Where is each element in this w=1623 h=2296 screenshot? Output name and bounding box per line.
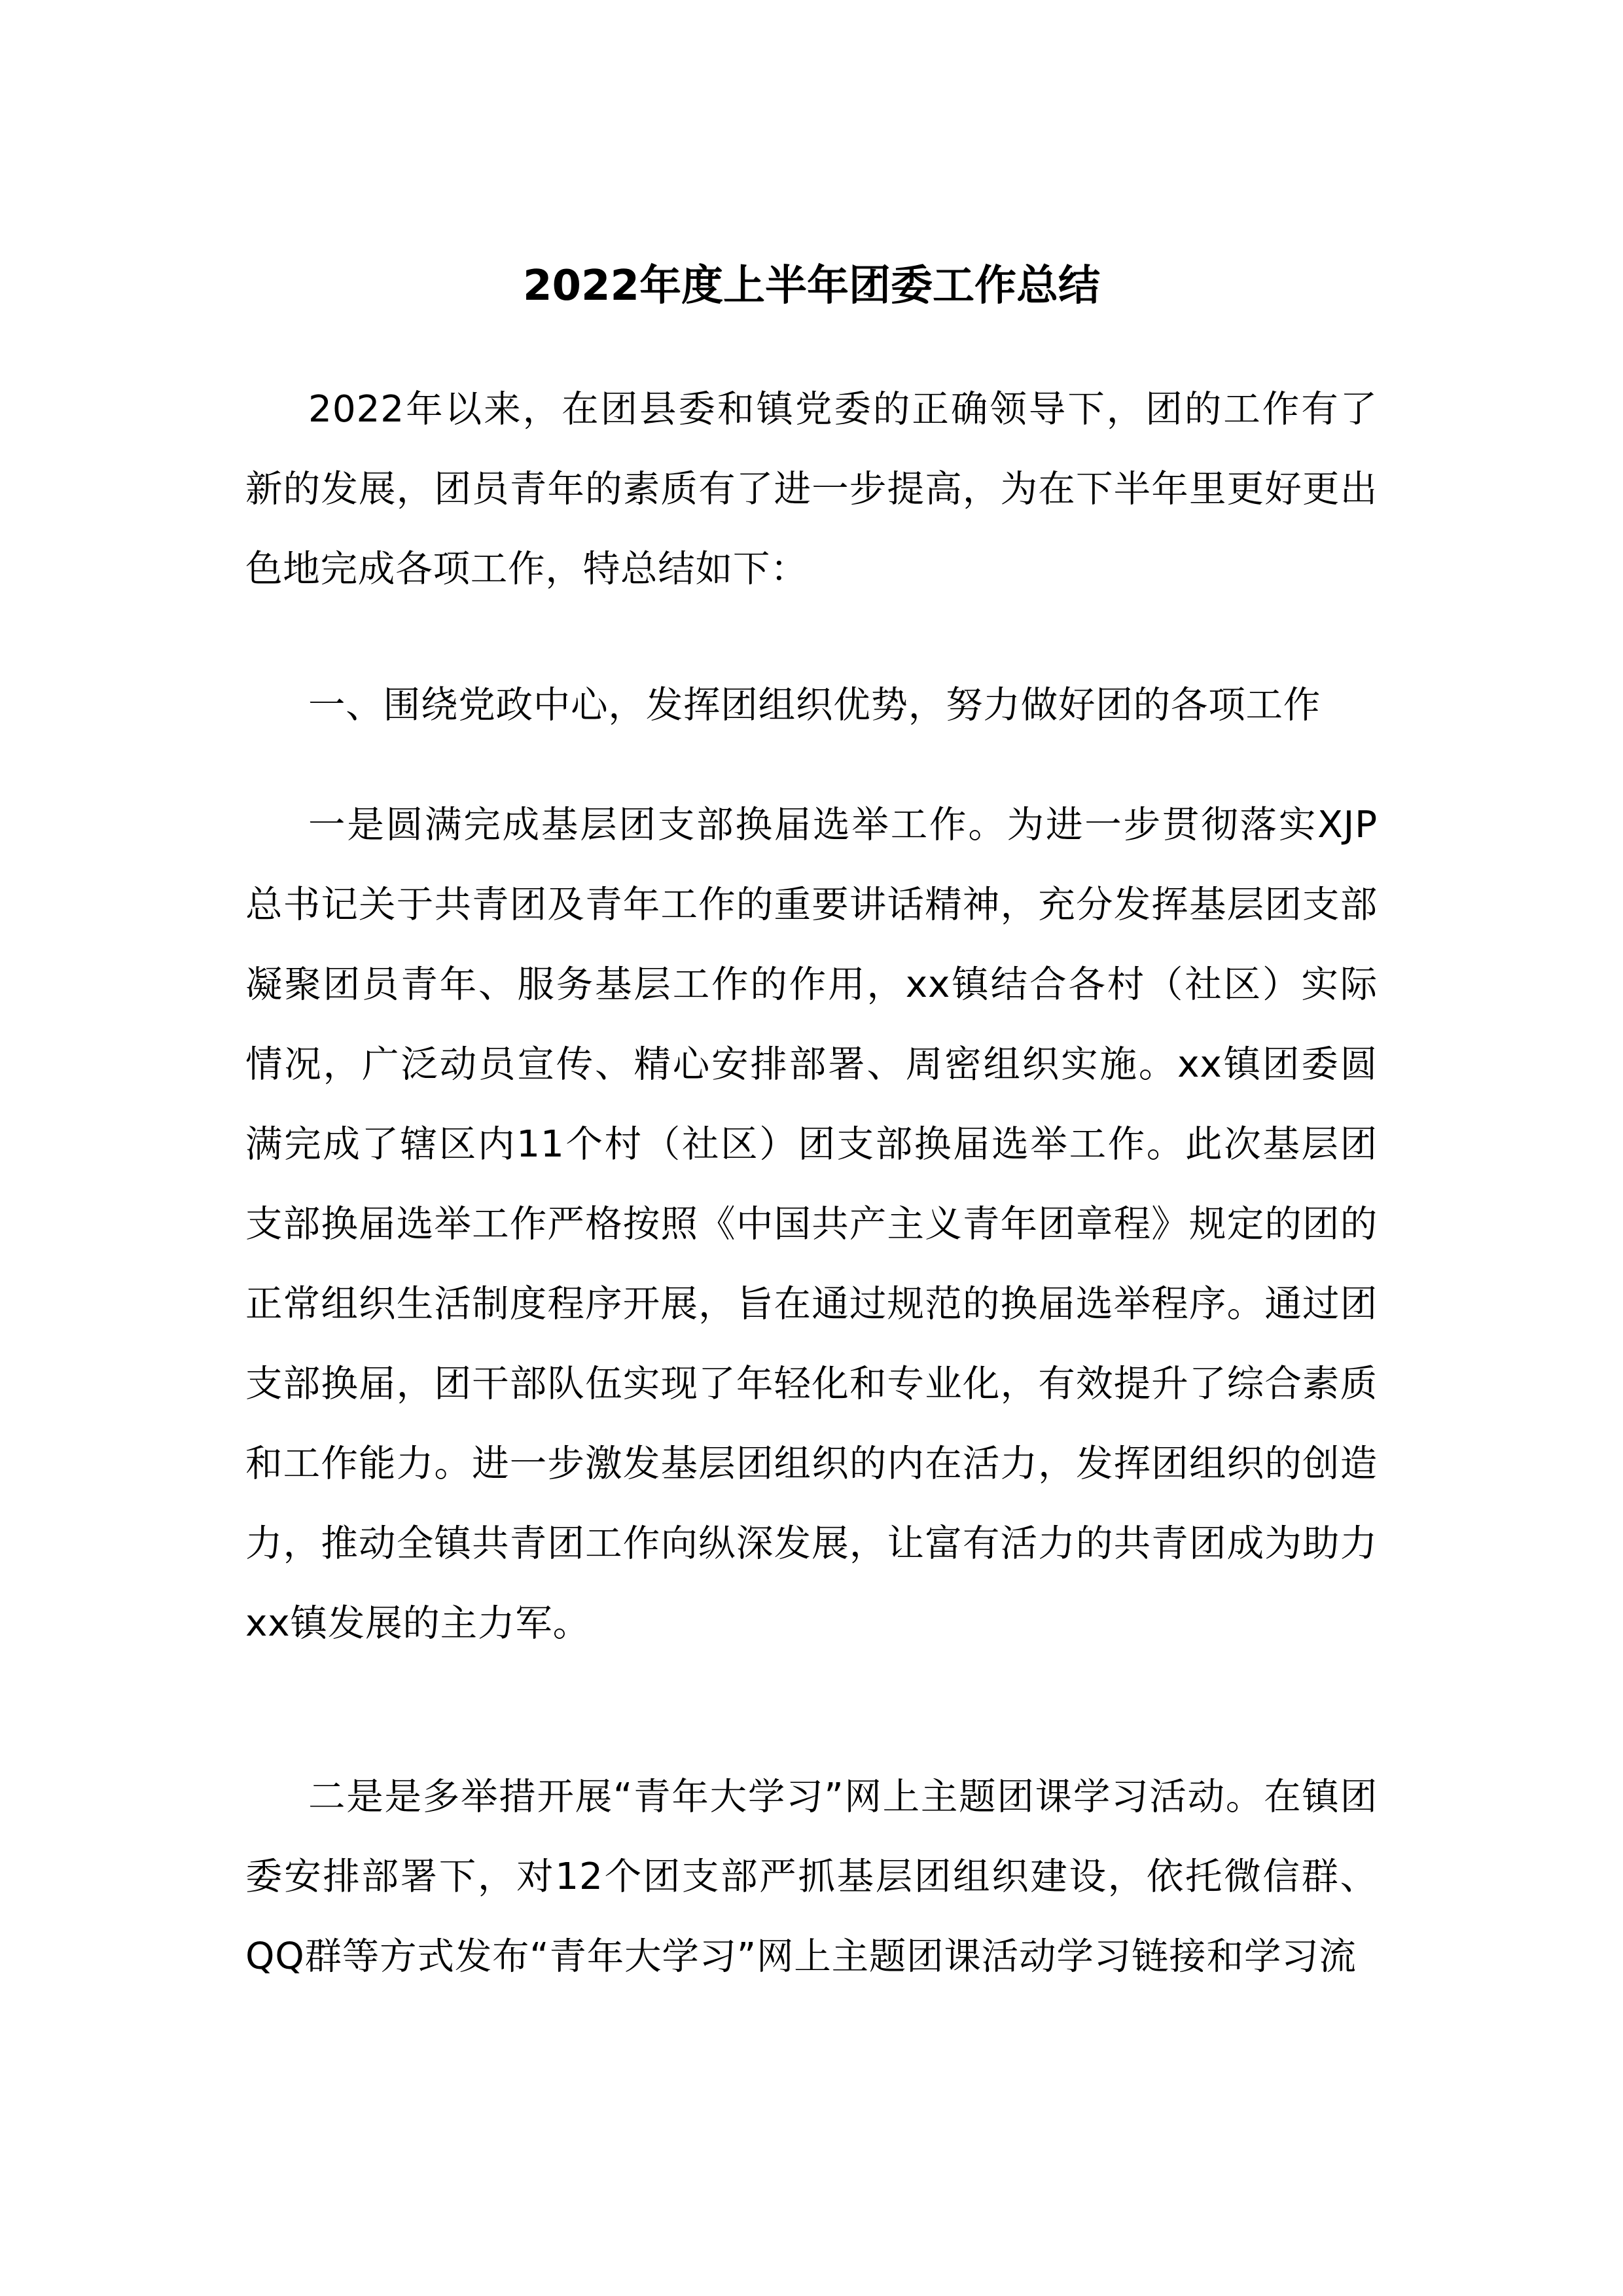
intro-paragraph: 2022年以来，在团县委和镇党委的正确领导下，团的工作有了新的发展，团员青年的素质有了进一步提高，为在下半年里更好更出色地完成各项工作，特总结如下： xyxy=(245,388,1378,590)
item-one-paragraph: 一是圆满完成基层团支部换届选举工作。为进一步贯彻落实XJP总书记关于共青团及青年工作的重要讲话精神，充分发挥基层团支部凝聚团员青年、服务基层工作的作用，xx镇结合各村（社区）实际情况，广泛动员宣传、精心安排部署、周密组织实施。xx镇团委圆满完成了辖区内11个村（社区）团支部换届选举工作。此次基层团支部换届选举工作严格按照《中国共产主义青年团章程》规定的团的正常组织生活制度程序开展，旨在通过规范的换届选举程序。通过团支部换届，团干部队伍实现了年轻化和专业化，有效提升了综合素质和工作能力。进一步激发基层团组织的内在活力，发挥团组织的创造力，推动全镇共青团工作向纵深发展，让富有活力的共青团成为助力xx镇发展的主力军。 xyxy=(245,804,1378,1645)
item-two-paragraph: 二是是多举措开展“青年大学习”网上主题团课学习活动。在镇团委安排部署下，对12个团支部严抓基层团组织建设，依托微信群、QQ群等方式发布“青年大学习”网上主题团课活动学习链接和学习流 xyxy=(245,1776,1378,1978)
section-heading: 一、围绕党政中心，发挥团组织优势，努力做好团的各项工作 xyxy=(308,684,1321,726)
document-title: 2022年度上半年团委工作总结 xyxy=(522,262,1101,310)
